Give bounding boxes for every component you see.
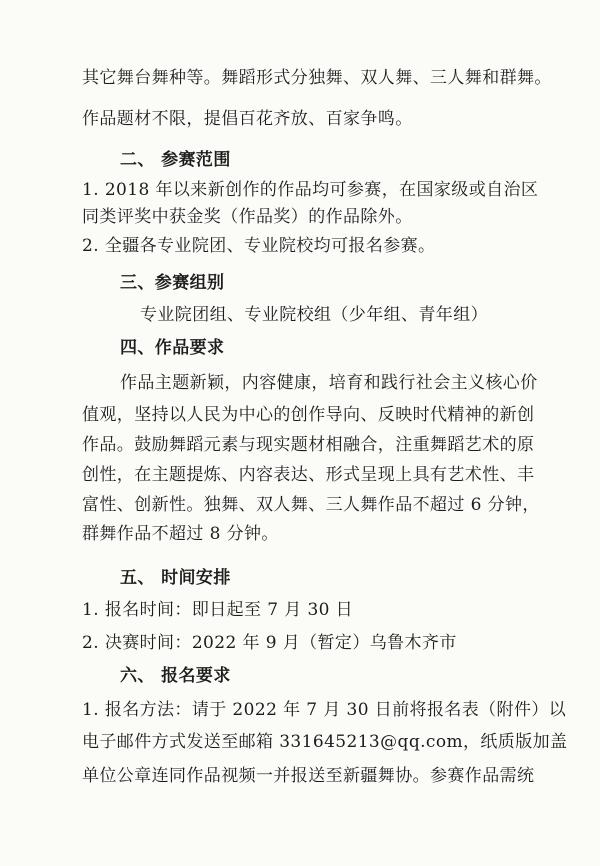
body-line: 电子邮件方式发送至邮箱 331645213@qq.com，纸质版加盖 [82, 732, 568, 752]
body-line: 专业院团组、专业院校组（少年组、青年组） [140, 305, 488, 325]
body-line: 作品主题新颖，内容健康，培育和践行社会主义核心价 [120, 373, 538, 393]
body-line: 群舞作品不超过 8 分钟。 [82, 524, 279, 544]
body-line: 2. 决赛时间：2022 年 9 月（暂定）乌鲁木齐市 [82, 633, 457, 653]
body-line: 同类评奖中获金奖（作品奖）的作品除外。 [82, 207, 413, 227]
section-heading: 三、参赛组别 [120, 273, 225, 293]
body-line: 单位公章连同作品视频一并报送至新疆舞协。参赛作品需统 [82, 766, 535, 786]
body-line: 1. 报名方法：请于 2022 年 7 月 30 日前将报名表（附件）以 [82, 700, 567, 720]
body-line: 其它舞台舞种等。舞蹈形式分独舞、双人舞、三人舞和群舞。 [82, 68, 552, 88]
body-line: 作品。鼓励舞蹈元素与现实题材相融合，注重舞蹈艺术的原 [82, 435, 535, 455]
body-line: 作品题材不限，提倡百花齐放、百家争鸣。 [82, 109, 413, 129]
section-heading: 四、作品要求 [120, 338, 225, 358]
body-line: 富性、创新性。独舞、双人舞、三人舞作品不超过 6 分钟， [82, 495, 540, 515]
section-heading: 二、 参赛范围 [120, 150, 231, 170]
body-line: 1. 报名时间：即日起至 7 月 30 日 [82, 600, 354, 620]
body-line: 1. 2018 年以来新创作的作品均可参赛，在国家级或自治区 [82, 180, 539, 200]
body-line: 2. 全疆各专业院团、专业院校均可报名参赛。 [82, 236, 436, 256]
section-heading: 六、 报名要求 [120, 666, 231, 686]
body-line: 值观，坚持以人民为中心的创作导向、反映时代精神的新创 [82, 405, 535, 425]
section-heading: 五、 时间安排 [120, 568, 231, 588]
body-line: 创性，在主题提炼、内容表达、形式呈现上具有艺术性、丰 [82, 465, 535, 485]
